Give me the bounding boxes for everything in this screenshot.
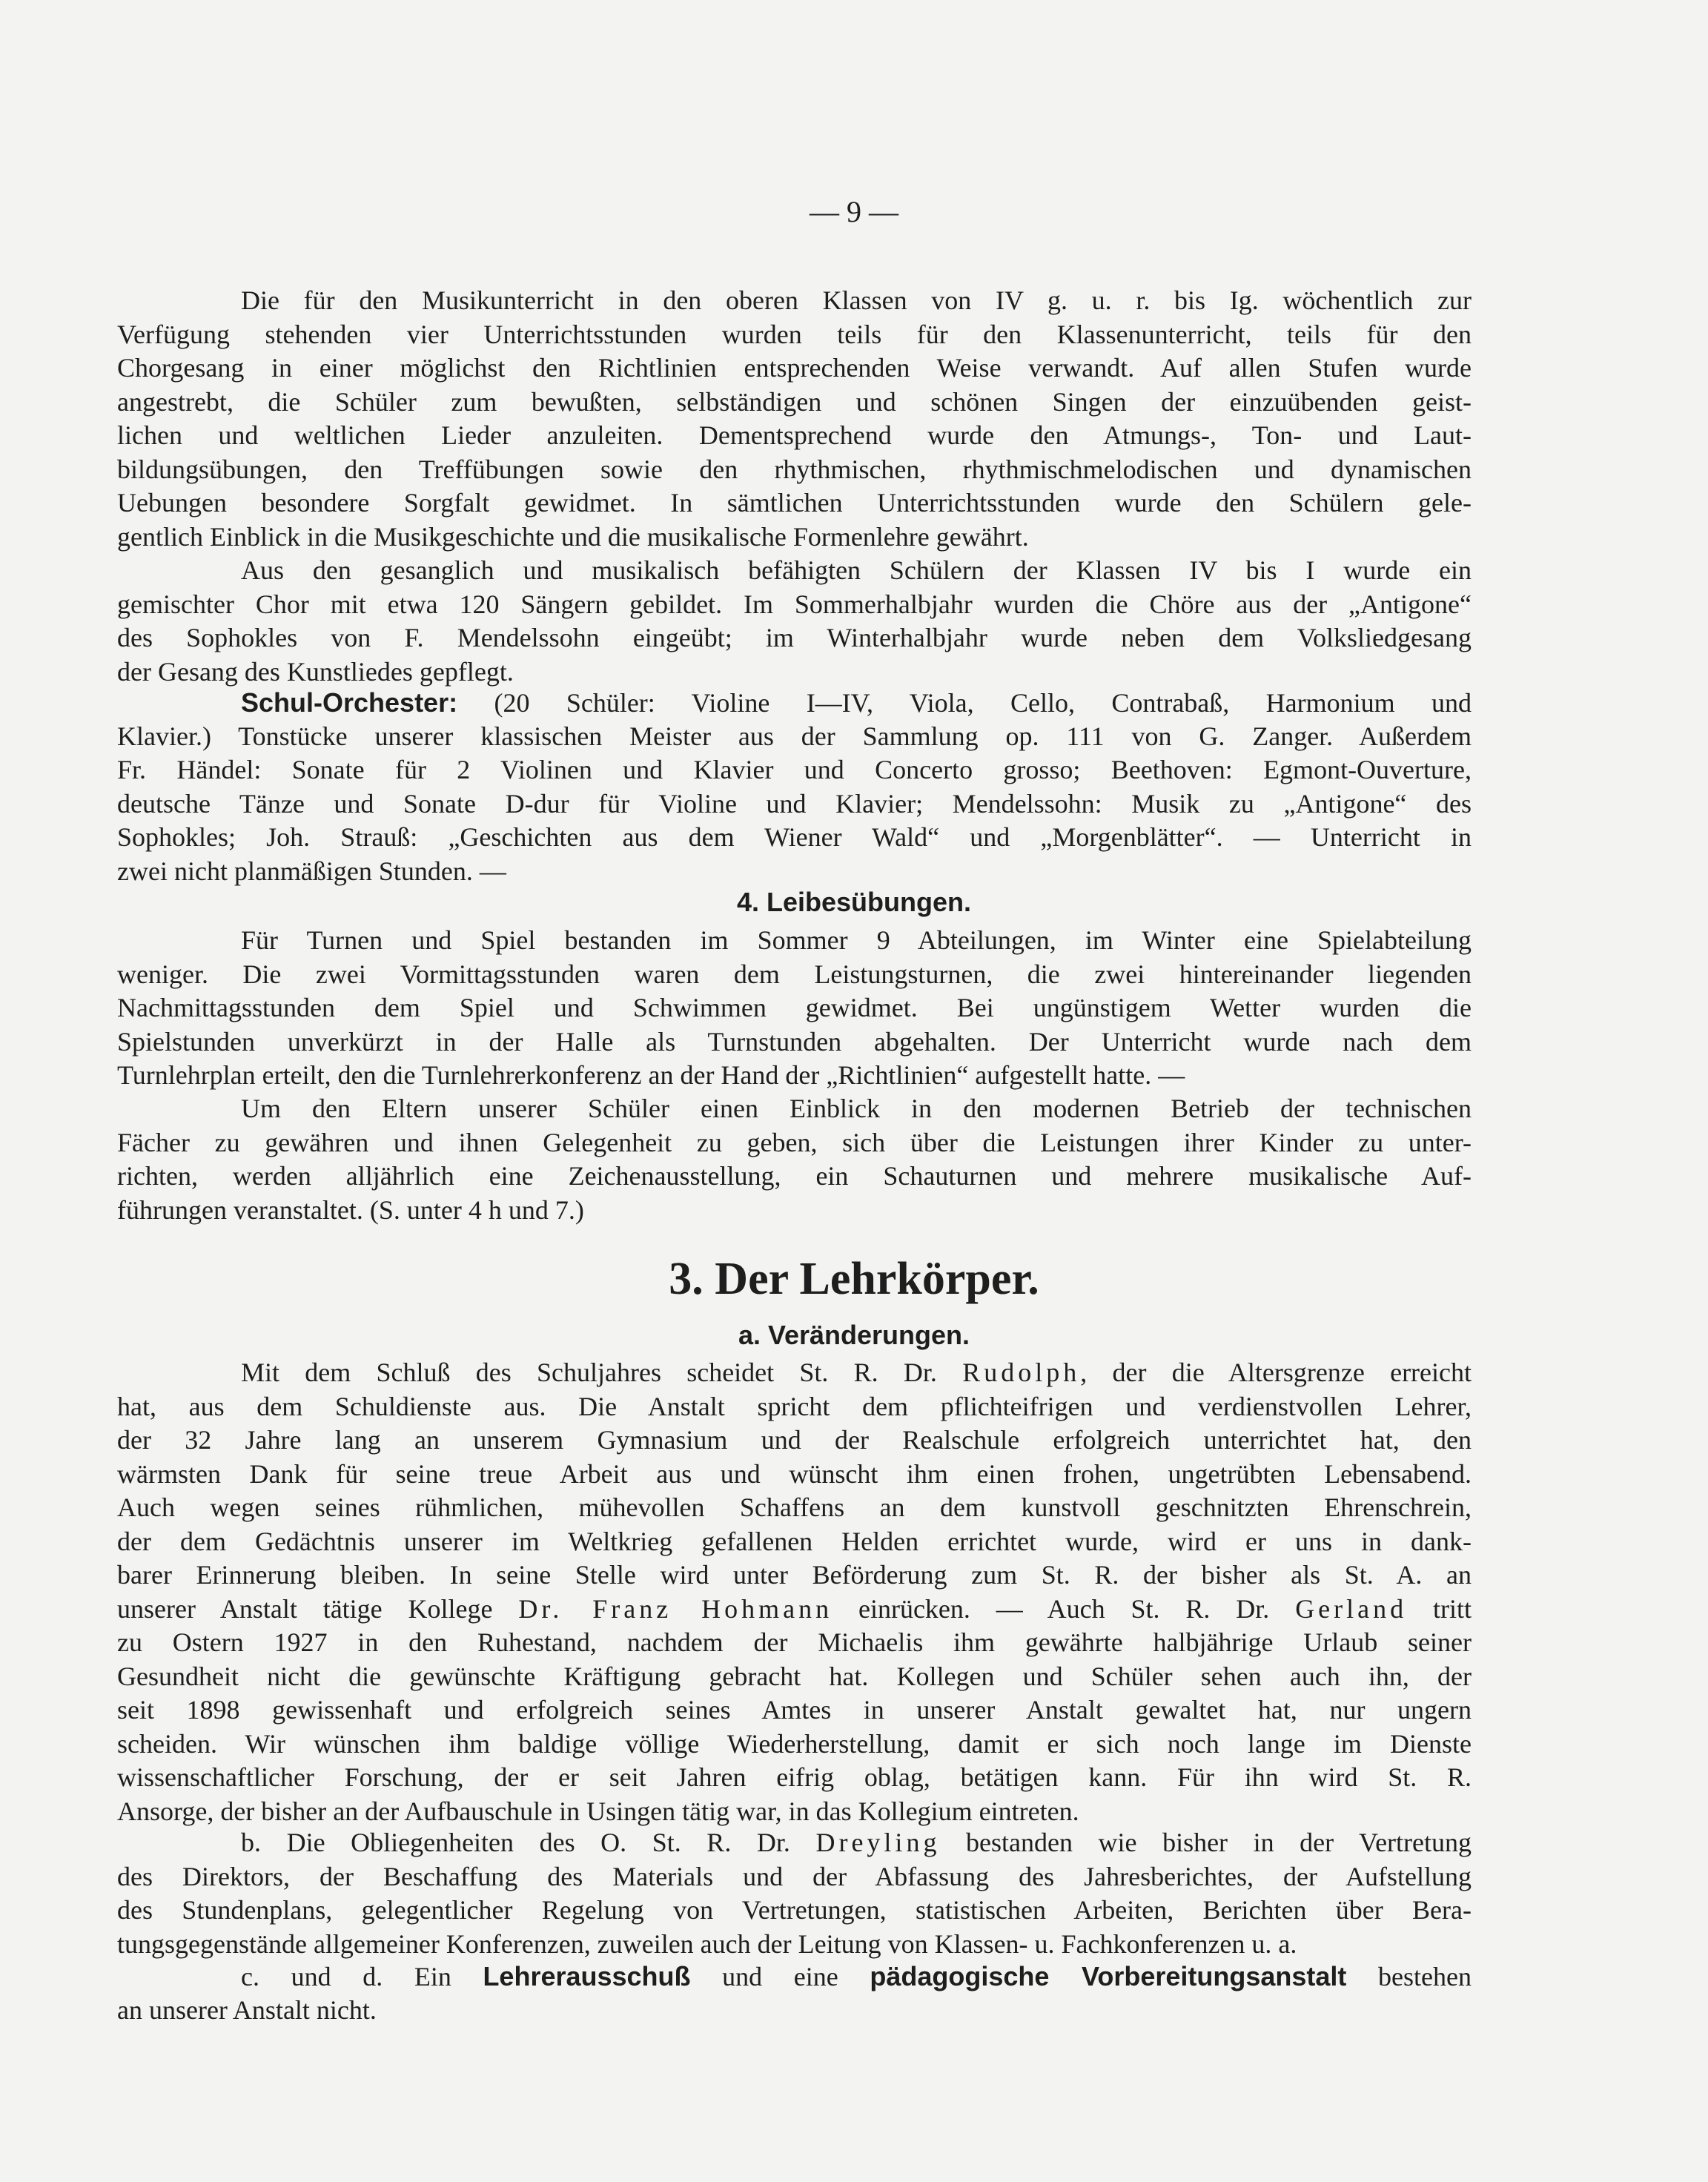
text-line: Sophokles; Joh. Strauß: „Geschichten aus dem Wiener Wald“ und „Morgenblätter“. — Unterricht in xyxy=(117,822,1472,852)
text-segment: (20 Schüler: Violine I—IV, Viola, Cello, Contrabaß, Harmonium und xyxy=(457,688,1472,718)
text-line: Aus den gesanglich und musikalisch befähigten Schülern der Klassen IV bis I wurde ein xyxy=(241,555,1472,585)
text-line xyxy=(117,1356,1472,1390)
text-line: seit 1898 gewissenhaft und erfolgreich seines Amtes in unserer Anstalt gewaltet hat, nur ungern xyxy=(117,1695,1472,1725)
text-line: zwei nicht planmäßigen Stunden. — xyxy=(117,856,506,886)
spaced-name: Dreyling xyxy=(815,1828,941,1857)
text-line: an unserer Anstalt nicht. xyxy=(117,1994,377,2025)
text-line: des Stundenplans, gelegentlicher Regelung von Vertretungen, statistischen Arbeiten, Berichten über Bera- xyxy=(117,1895,1472,1925)
text-line: bildungsübungen, den Treffübungen sowie den rhythmischen, rhythmischmelodischen und dynamischen xyxy=(117,454,1472,484)
text-line: der dem Gedächtnis unserer im Weltkrieg gefallenen Helden errichtet wurde, wird er uns in dank- xyxy=(117,1526,1472,1556)
text-line: Chorgesang in einer möglichst den Richtlinien entsprechenden Weise verwandt. Auf allen Stufen wurde xyxy=(117,353,1472,383)
text-line: barer Erinnerung bleiben. In seine Stelle wird unter Beförderung zum St. R. der bisher als St. A. an xyxy=(117,1560,1472,1590)
text-line: wärmsten Dank für seine treue Arbeit aus und wünscht ihm einen frohen, ungetrübten Lebensabend. xyxy=(117,1458,1472,1489)
paragraph-veraenderungen xyxy=(117,1356,1472,1828)
text-line: Nachmittagsstunden dem Spiel und Schwimmen gewidmet. Bei ungünstigem Wetter wurden die xyxy=(117,993,1472,1022)
text-line: Turnlehrplan erteilt, den die Turnlehrerkonferenz an der Hand der „Richtlinien“ aufgestellt hatte. — xyxy=(117,1060,1185,1090)
paragraph-lehrerausschuss xyxy=(117,1960,1472,2027)
text-line: wissenschaftlicher Forschung, der er seit Jahren eifrig oblag, betätigen kann. Für ihn wird St. R. xyxy=(117,1762,1472,1792)
text-segment: tritt xyxy=(1407,1593,1472,1624)
text-segment: bestanden wie bisher in der Vertretung xyxy=(940,1828,1472,1857)
text-line: lichen und weltlichen Lieder anzuleiten. Dementsprechend wurde den Atmungs-, Ton- und Laut- xyxy=(117,420,1472,450)
text-line: Spielstunden unverkürzt in der Halle als Turnstunden abgehalten. Der Unterricht wurde nach dem xyxy=(117,1026,1472,1057)
text-line: Auch wegen seines rühmlichen, mühevollen Schaffens an dem kunstvoll geschnitzten Ehrenschrein, xyxy=(117,1492,1472,1522)
text-segment: Mit dem Schluß des Schuljahres scheidet St. R. Dr. xyxy=(241,1358,963,1387)
heading-leibesuebungen: 4. Leibesübungen. xyxy=(736,887,972,917)
paragraph-musikunterricht xyxy=(117,284,1472,554)
text-segment: und eine xyxy=(690,1962,870,1991)
subheading-veraenderungen: a. Veränderungen. xyxy=(738,1320,970,1350)
paragraph-turnen xyxy=(117,924,1472,1093)
text-line: der 32 Jahre lang an unserem Gymnasium und der Realschule erfolgreich unterrichtet hat, den xyxy=(117,1425,1472,1455)
paragraph-chor xyxy=(117,554,1472,689)
spaced-name: Gerland xyxy=(1295,1593,1408,1624)
text-line: richten, werden alljährlich eine Zeichenausstellung, ein Schauturnen und mehrere musikalische Auf- xyxy=(117,1161,1472,1191)
text-line xyxy=(117,1593,1472,1627)
paragraph-eltern xyxy=(117,1092,1472,1227)
text-line: Fächer zu gewähren und ihnen Gelegenheit zu geben, sich über die Leistungen ihrer Kinder zu unter- xyxy=(117,1127,1472,1157)
paragraph-schul-orchester xyxy=(117,686,1472,888)
text-line: des Direktors, der Beschaffung des Materials und der Abfassung des Jahresberichtes, der Aufstellung xyxy=(117,1861,1472,1891)
text-line xyxy=(117,1826,1472,1860)
text-line xyxy=(117,1960,1472,1994)
text-line: gentlich Einblick in die Musikgeschichte und die musikalische Formenlehre gewährt. xyxy=(117,521,1029,552)
text-line: Klavier.) Tonstücke unserer klassischen Meister aus der Sammlung op. 111 von G. Zanger. Außerdem xyxy=(117,721,1472,751)
text-segment: bestehen xyxy=(1346,1962,1472,1991)
text-segment: , der die Altersgrenze erreicht xyxy=(1080,1358,1472,1387)
text-line: Verfügung stehenden vier Unterrichtsstunden wurden teils für den Klassenunterricht, teils für den xyxy=(117,319,1472,349)
text-line: gemischter Chor mit etwa 120 Sängern gebildet. Im Sommerhalbjahr wurden die Chöre aus der „Antigone“ xyxy=(117,589,1472,619)
text-line: des Sophokles von F. Mendelssohn eingeübt; im Winterhalbjahr wurde neben dem Volksliedgesang xyxy=(117,623,1472,652)
text-line xyxy=(117,686,1472,720)
paragraph-obliegenheiten xyxy=(117,1826,1472,1961)
text-line: scheiden. Wir wünschen ihm baldige völlige Wiederherstellung, damit er sich noch lange im Dienste xyxy=(117,1728,1472,1759)
text-line: angestrebt, die Schüler zum bewußten, selbständigen und schönen Singen der einzuübenden geist- xyxy=(117,386,1472,417)
text-line: Uebungen besondere Sorgfalt gewidmet. In sämtlichen Unterrichtsstunden wurde den Schülern gele- xyxy=(117,488,1472,518)
text-line: der Gesang des Kunstliedes gepflegt. xyxy=(117,656,514,687)
spaced-name: Dr. Franz Hohmann xyxy=(518,1593,833,1624)
spaced-name: Rudolph xyxy=(962,1358,1081,1387)
text-segment: einrücken. — Auch St. R. Dr. xyxy=(833,1593,1296,1624)
text-line: zu Ostern 1927 in den Ruhestand, nachdem der Michaelis ihm gewährte halbjährige Urlaub seiner xyxy=(117,1627,1472,1657)
text-line: führungen veranstaltet. (S. unter 4 h und 7.) xyxy=(117,1194,584,1225)
bold-text: pädagogische Vorbereitungsanstalt xyxy=(870,1961,1347,1991)
text-line: Für Turnen und Spiel bestanden im Sommer 9 Abteilungen, im Winter eine Spielabteilung xyxy=(241,925,1472,955)
text-line: Ansorge, der bisher an der Aufbauschule in Usingen tätig war, in das Kollegium eintreten. xyxy=(117,1796,1079,1826)
bold-text: Lehrerausschuß xyxy=(483,1961,691,1991)
text-line: hat, aus dem Schuldienste aus. Die Anstalt spricht dem pflichteifrigen und verdienstvollen Lehrer, xyxy=(117,1391,1472,1421)
text-line: tungsgegenstände allgemeiner Konferenzen, zuweilen auch der Leitung von Klassen- u. Fachkonferenzen u. a. xyxy=(117,1928,1297,1959)
text-segment: unserer Anstalt tätige Kollege xyxy=(117,1593,519,1624)
text-segment: b. Die Obliegenheiten des O. St. R. Dr. xyxy=(241,1828,816,1857)
text-segment: c. und d. Ein xyxy=(241,1962,483,1991)
text-line: Fr. Händel: Sonate für 2 Violinen und Klavier und Concerto grosso; Beethoven: Egmont-Ouverture, xyxy=(117,755,1472,784)
text-line: deutsche Tänze und Sonate D-dur für Violine und Klavier; Mendelssohn: Musik zu „Antigone“ des xyxy=(117,788,1472,819)
text-line: Die für den Musikunterricht in den oberen Klassen von IV g. u. r. bis Ig. wöchentlich zur xyxy=(241,285,1472,315)
bold-text: Schul-Orchester: xyxy=(241,687,458,718)
heading-lehrkoerper: 3. Der Lehrkörper. xyxy=(669,1254,1039,1304)
text-line: Um den Eltern unserer Schüler einen Einblick in den modernen Betrieb der technischen xyxy=(241,1094,1472,1123)
text-line: Gesundheit nicht die gewünschte Kräftigung gebracht hat. Kollegen und Schüler sehen auch ihn, der xyxy=(117,1661,1472,1691)
text-line: weniger. Die zwei Vormittagsstunden waren dem Leistungsturnen, die zwei hintereinander liegenden xyxy=(117,959,1472,989)
page-number: — 9 — xyxy=(810,195,898,228)
